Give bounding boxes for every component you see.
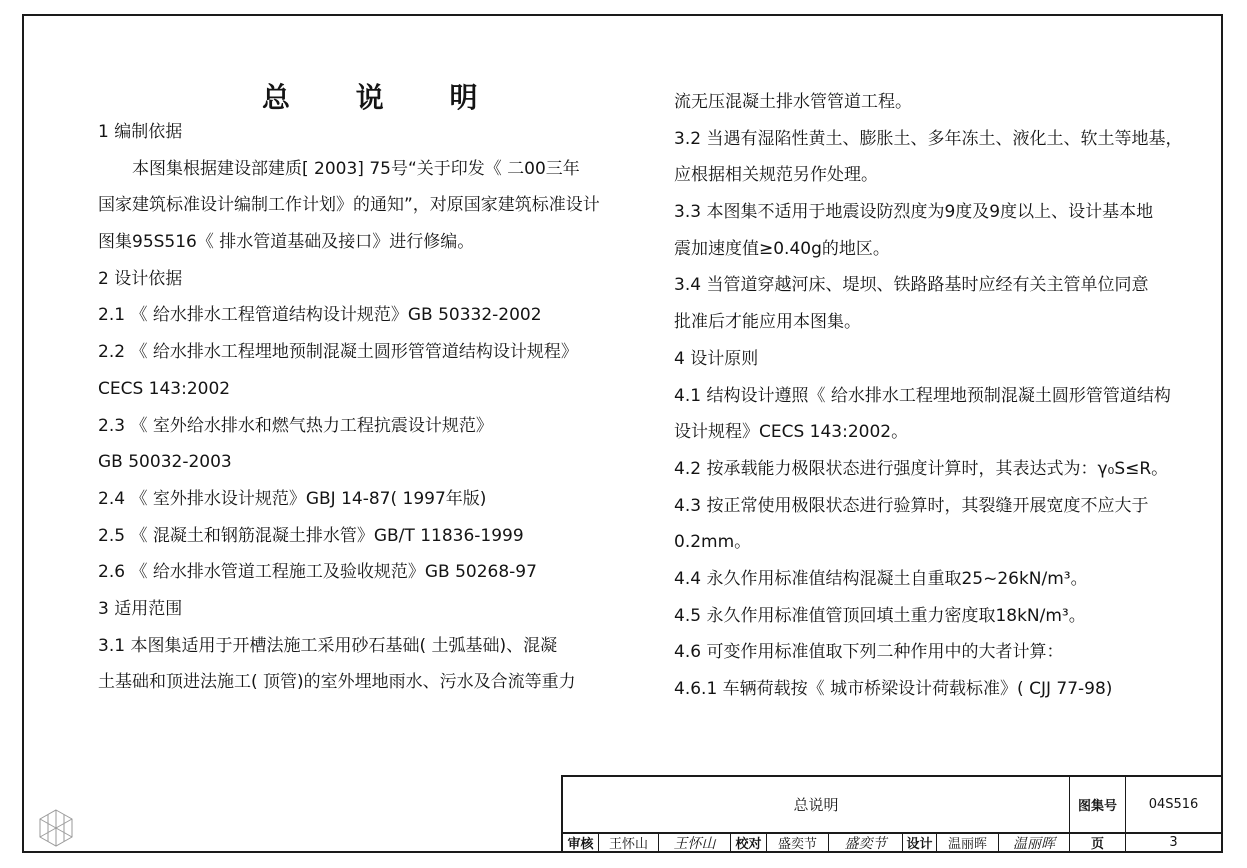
text-line: 震加速度值≥0.40g的地区。 (674, 238, 890, 259)
text-line: 2 设计依据 (98, 268, 183, 289)
text-line: 批准后才能应用本图集。 (674, 312, 861, 333)
design-label: 设计 (903, 832, 937, 853)
text-line: GB 50032-2003 (98, 452, 232, 473)
text-line: 3.4 当管道穿越河床、堤坝、铁路路基时应经有关主管单位同意 (674, 275, 1149, 296)
text-line: 4.2 按承载能力极限状态进行强度计算时，其表达式为：γ₀S≤R。 (674, 458, 1169, 479)
text-line: CECS 143:2002 (98, 378, 231, 399)
text-line: 4.3 按正常使用极限状态进行验算时，其裂缝开展宽度不应大于 (674, 495, 1149, 516)
designer-name: 温丽晖 (937, 832, 999, 853)
title-block-row-title (563, 777, 1221, 834)
page-number: 3 (1169, 835, 1178, 850)
text-line: 2.5 《 混凝土和钢筋混凝土排水管》GB/T 11836-1999 (98, 525, 524, 546)
text-line: 2.3 《 室外给水排水和燃气热力工程抗震设计规范》 (98, 415, 493, 436)
text-line: 4.5 永久作用标准值管顶回填土重力密度取18kN/m³。 (674, 605, 1086, 626)
checker-signature: 盛奕节 (829, 832, 903, 853)
text-line: 1 编制依据 (98, 122, 183, 142)
text-line: 3 适用范围 (98, 598, 183, 619)
text-line: 国家建筑标准设计编制工作计划》的通知”，对原国家建筑标准设计 (98, 195, 600, 216)
title-block-row-signatures (563, 832, 1221, 853)
text-line: 土基础和顶进法施工( 顶管)的室外埋地雨水、污水及合流等重力 (98, 672, 576, 693)
title-block (561, 775, 1221, 853)
text-line: 4.6.1 车辆荷载按《 城市桥梁设计荷载标准》( CJJ 77-98) (674, 679, 1113, 699)
text-line: 本图集根据建设部建质[ 2003] 75号“关于印发《 二00三年 (132, 158, 580, 179)
text-line: 2.1 《 给水排水工程管道结构设计规范》GB 50332-2002 (98, 305, 542, 326)
text-line: 4 设计原则 (674, 348, 759, 369)
page-label: 页 (1070, 832, 1126, 853)
text-line: 图集95S516《 排水管道基础及接口》进行修编。 (98, 232, 475, 253)
publisher-logo-icon (38, 808, 74, 848)
check-label: 校对 (731, 832, 767, 853)
text-line: 设计规程》CECS 143:2002。 (674, 422, 909, 443)
review-label: 审核 (563, 832, 599, 853)
checker-name: 盛奕节 (767, 832, 829, 853)
drawing-title: 总说明 (563, 777, 1070, 832)
text-line: 3.2 当遇有湿陷性黄土、膨胀土、多年冻土、液化土、软土等地基， (674, 128, 1183, 149)
atlas-no: 04S516 (1148, 797, 1199, 812)
text-line: 2.4 《 室外排水设计规范》GBJ 14-87( 1997年版) (98, 488, 487, 509)
text-line: 应根据相关规范另作处理。 (674, 165, 878, 186)
page-title: 总 说 明 (262, 81, 506, 114)
atlas-no-label: 图集号 (1070, 777, 1126, 832)
text-line: 3.1 本图集适用于开槽法施工采用砂石基础( 土弧基础)、混凝 (98, 635, 558, 656)
text-line: 2.2 《 给水排水工程埋地预制混凝土圆形管管道结构设计规程》 (98, 342, 578, 363)
text-line: 3.3 本图集不适用于地震设防烈度为9度及9度以上、设计基本地 (674, 202, 1154, 223)
left-column (98, 84, 598, 701)
text-line: 4.6 可变作用标准值取下列二种作用中的大者计算： (674, 642, 1064, 663)
text-line: 流无压混凝土排水管管道工程。 (674, 92, 912, 112)
reviewer-signature: 王怀山 (659, 832, 731, 853)
right-column (674, 84, 1194, 708)
text-line: 4.1 结构设计遵照《 给水排水工程埋地预制混凝土圆形管管道结构 (674, 385, 1171, 406)
text-line: 0.2mm。 (674, 532, 752, 553)
reviewer-name: 王怀山 (599, 832, 659, 853)
text-line: 2.6 《 给水排水管道工程施工及验收规范》GB 50268-97 (98, 562, 537, 583)
designer-signature: 温丽晖 (999, 832, 1070, 853)
text-line: 4.4 永久作用标准值结构混凝土自重取25~26kN/m³。 (674, 568, 1088, 589)
